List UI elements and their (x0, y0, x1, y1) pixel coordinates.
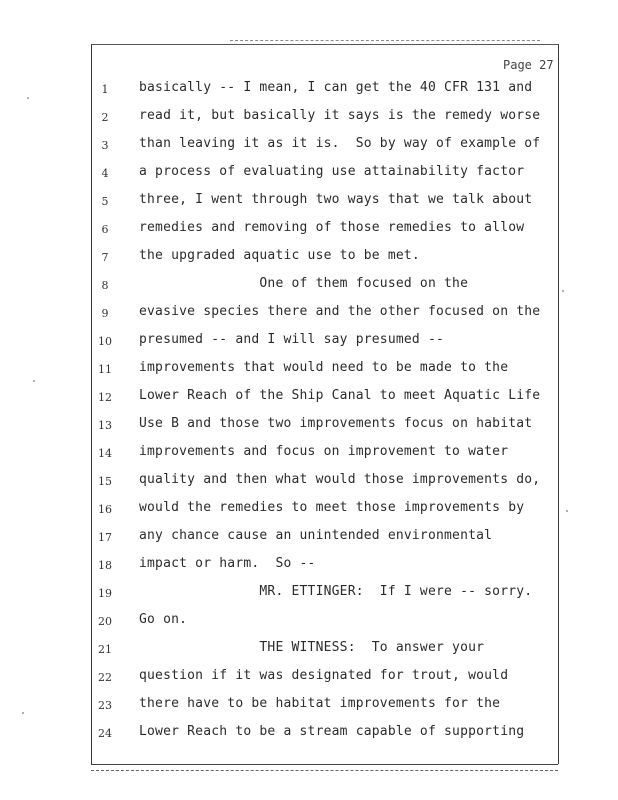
line-text: presumed -- and I will say presumed -- (139, 332, 445, 347)
line-text: Lower Reach of the Ship Canal to meet Aquatic Life (139, 388, 541, 403)
transcript-line (0, 724, 618, 744)
top-scan-mark (230, 40, 540, 41)
transcript-line (0, 80, 618, 100)
line-text: Lower Reach to be a stream capable of supporting (139, 724, 525, 739)
transcript-line (0, 388, 618, 408)
line-number: 1 (101, 83, 109, 96)
line-text: would the remedies to meet those improvements by (139, 500, 525, 515)
line-text: evasive species there and the other focused on the (139, 304, 541, 319)
line-number: 2 (101, 111, 109, 124)
line-text: question if it was designated for trout, would (139, 668, 509, 683)
transcript-line (0, 332, 618, 352)
line-number: 24 (98, 727, 112, 740)
line-number: 5 (101, 195, 109, 208)
line-number: 7 (101, 251, 109, 264)
bottom-scan-mark (91, 770, 558, 771)
line-number: 9 (101, 307, 109, 320)
line-number: 17 (98, 531, 112, 544)
line-number: 11 (98, 363, 112, 376)
line-number: 6 (101, 223, 109, 236)
scan-speck (33, 380, 35, 382)
line-number: 4 (101, 167, 109, 180)
scan-speck (562, 290, 564, 292)
line-text: impact or harm. So -- (139, 556, 316, 571)
line-number: 19 (98, 587, 112, 600)
line-number: 22 (98, 671, 112, 684)
transcript-line (0, 304, 618, 324)
line-number: 18 (98, 559, 112, 572)
transcript-line (0, 360, 618, 380)
line-text: One of them focused on the (139, 276, 469, 291)
transcript-line (0, 668, 618, 688)
transcript-line (0, 248, 618, 268)
transcript-line (0, 640, 618, 660)
scan-speck (27, 97, 29, 99)
line-number: 16 (98, 503, 112, 516)
transcript-line (0, 416, 618, 436)
transcript-line (0, 612, 618, 632)
line-number: 21 (98, 643, 112, 656)
transcript-line (0, 696, 618, 716)
transcript-line (0, 444, 618, 464)
line-text: Use B and those two improvements focus on habitat (139, 416, 533, 431)
bottom-rule (91, 764, 558, 765)
transcript-line (0, 108, 618, 128)
transcript-line (0, 528, 618, 548)
line-number: 10 (98, 335, 112, 348)
line-number: 14 (98, 447, 112, 460)
line-number: 15 (98, 475, 112, 488)
transcript-line (0, 192, 618, 212)
line-number: 12 (98, 391, 112, 404)
line-text: basically -- I mean, I can get the 40 CFR 131 and (139, 80, 533, 95)
transcript-line (0, 556, 618, 576)
line-text: remedies and removing of those remedies to allow (139, 220, 525, 235)
line-number: 23 (98, 699, 112, 712)
line-text: improvements that would need to be made to the (139, 360, 509, 375)
transcript-line (0, 136, 618, 156)
line-text: read it, but basically it says is the remedy worse (139, 108, 541, 123)
line-text: Go on. (139, 612, 188, 627)
line-text: there have to be habitat improvements for the (139, 696, 501, 711)
transcript-line (0, 276, 618, 296)
page-number: Page 27 (503, 58, 554, 72)
line-text: any chance cause an unintended environmental (139, 528, 493, 543)
line-text: quality and then what would those improvements do, (139, 472, 541, 487)
transcript-line (0, 584, 618, 604)
line-text: a process of evaluating use attainability factor (139, 164, 525, 179)
line-number: 13 (98, 419, 112, 432)
scan-speck (22, 712, 24, 714)
line-text: the upgraded aquatic use to be met. (139, 248, 420, 263)
line-text: three, I went through two ways that we talk about (139, 192, 533, 207)
line-text: improvements and focus on improvement to water (139, 444, 509, 459)
transcript-line (0, 164, 618, 184)
line-number: 20 (98, 615, 112, 628)
line-number: 3 (101, 139, 109, 152)
transcript-line (0, 472, 618, 492)
line-text: THE WITNESS: To answer your (139, 640, 485, 655)
scan-speck (566, 510, 568, 512)
transcript-line (0, 500, 618, 520)
transcript-line (0, 220, 618, 240)
line-text: MR. ETTINGER: If I were -- sorry. (139, 584, 533, 599)
line-text: than leaving it as it is. So by way of example of (139, 136, 541, 151)
line-number: 8 (101, 279, 109, 292)
